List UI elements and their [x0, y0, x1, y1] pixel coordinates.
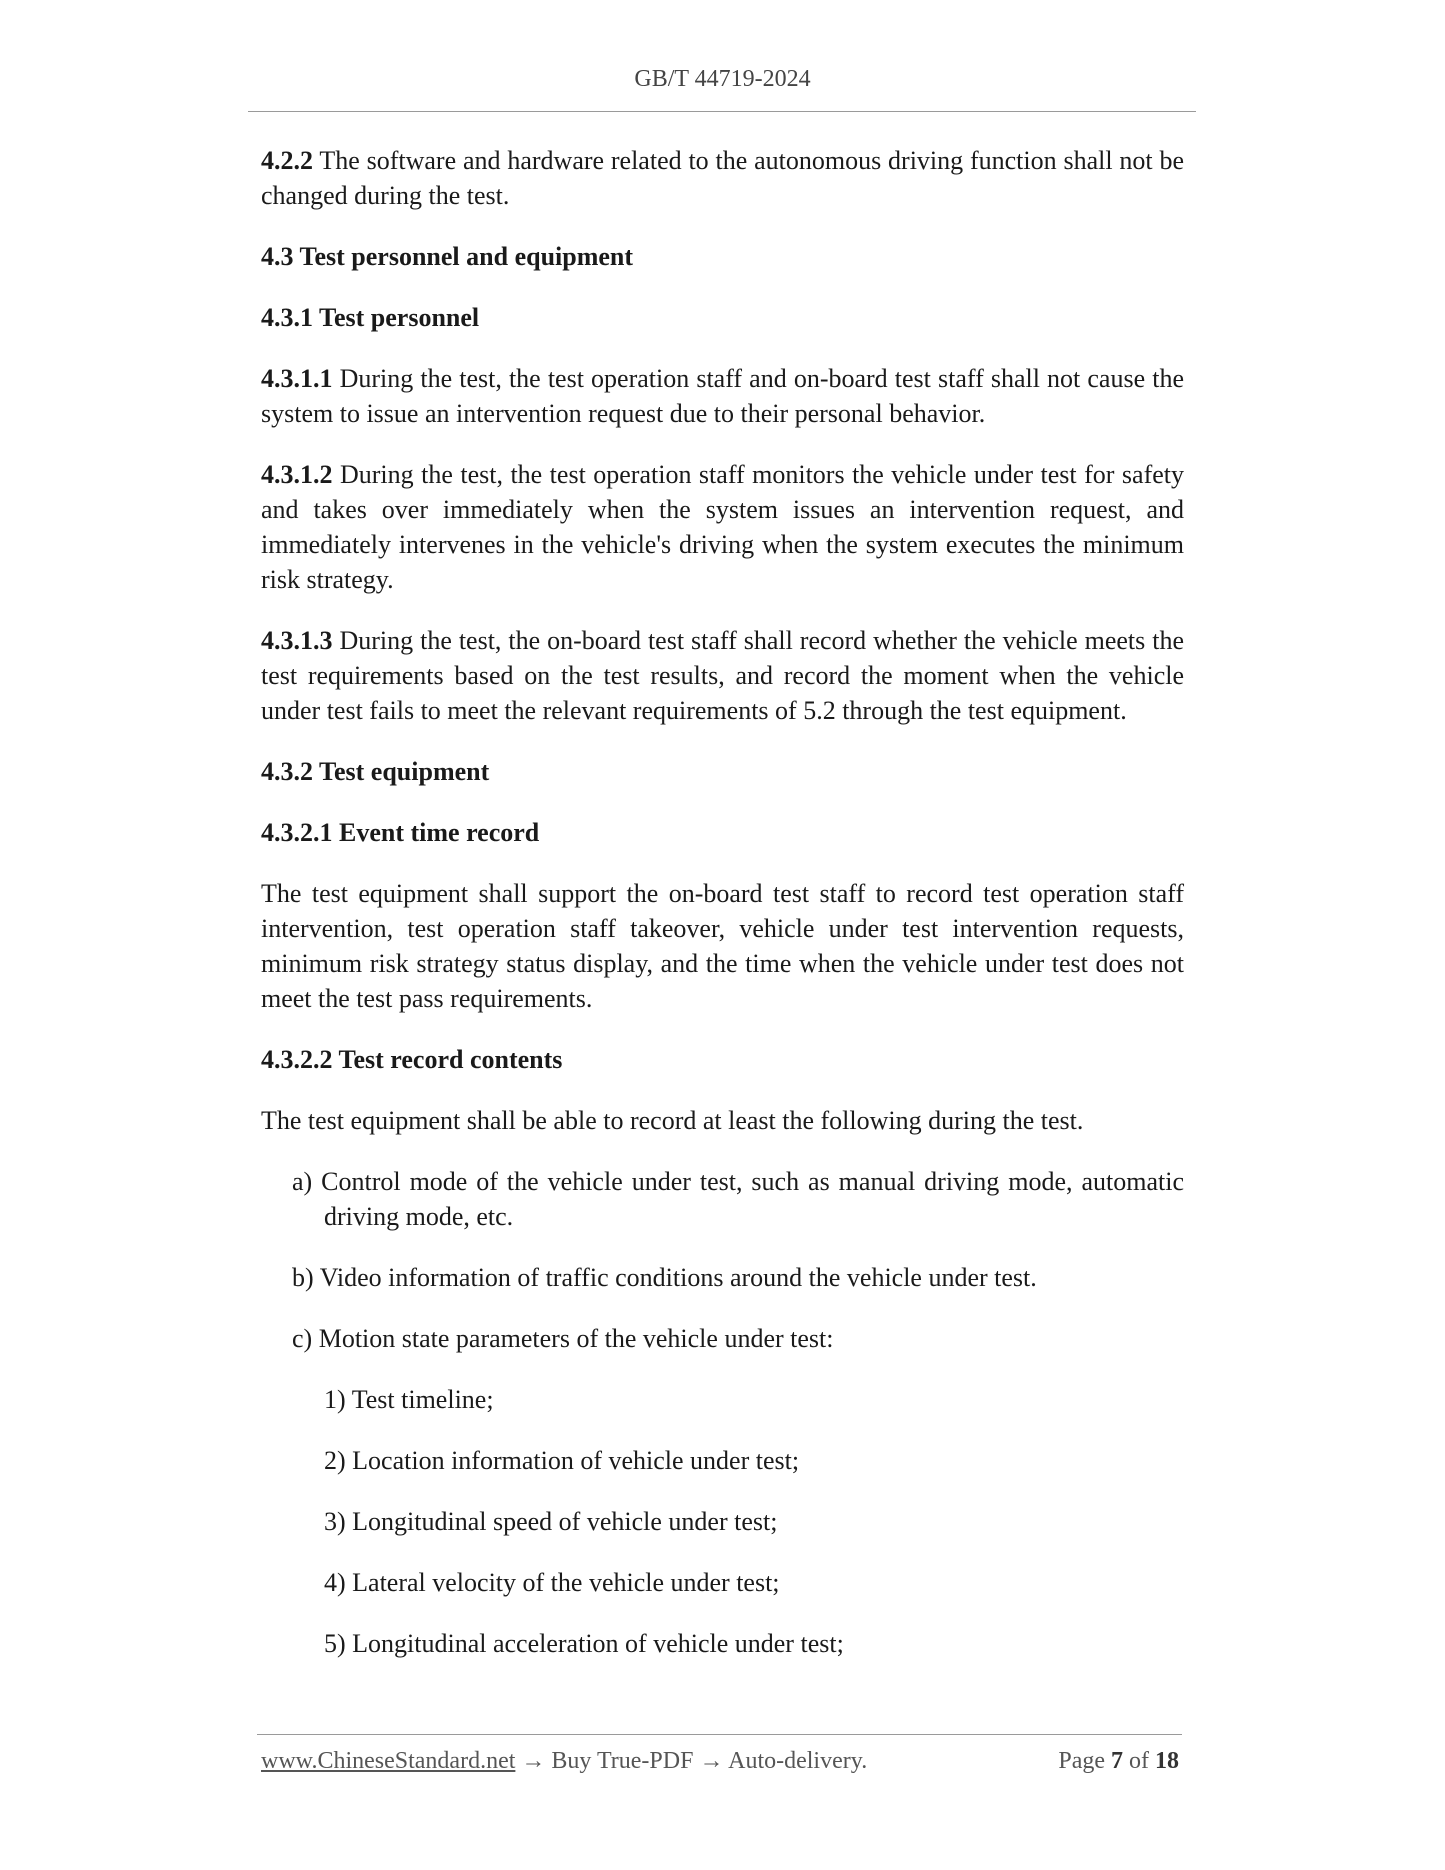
clause-text: During the test, the test operation staff monitors the vehicle under test for safety and takes over immediately when the system issues an intervention request, and immediately intervenes in the vehicle's driving when the system executes the minimum risk strategy. [261, 460, 1184, 594]
heading-4-3-1: 4.3.1 Test personnel [261, 303, 480, 332]
document-id-header: GB/T 44719-2024 [634, 66, 811, 92]
page-indicator [1058, 1748, 1179, 1775]
list-item-c-3: 3) Longitudinal speed of vehicle under test; [324, 1507, 778, 1536]
page-total: 18 [1155, 1748, 1179, 1774]
clause-4-3-1-2 [261, 457, 1184, 597]
list-item-c-2: 2) Location information of vehicle under test; [324, 1446, 800, 1475]
list-item-c-1: 1) Test timeline; [324, 1385, 494, 1414]
list-item-c: c) Motion state parameters of the vehicle under test: [292, 1324, 834, 1353]
clause-4-3-1-3 [261, 623, 1184, 728]
page-label: Page [1058, 1748, 1105, 1774]
event-time-record-text: The test equipment shall support the on-board test staff to record test operation staff intervention, test operation staff takeover, vehicle under test intervention requests, minimum risk strategy status display, and the time when the vehicle under test does not meet the test pass requirements. [261, 879, 1184, 1013]
page-footer [261, 1748, 1179, 1775]
clause-text: The software and hardware related to the autonomous driving function shall not be changed during the test. [261, 146, 1184, 210]
clause-4-3-1-1 [261, 361, 1184, 431]
clause-text: During the test, the on-board test staff shall record whether the vehicle meets the test requirements based on the test results, and record the moment when the vehicle under test fails to meet the relevant requirements of 5.2 through the test equipment. [261, 626, 1184, 725]
clause-number: 4.3.1.2 [261, 460, 333, 489]
list-item-b: b) Video information of traffic conditions around the vehicle under test. [292, 1263, 1037, 1292]
list-item-c-4: 4) Lateral velocity of the vehicle under test; [324, 1568, 780, 1597]
page-current: 7 [1111, 1748, 1123, 1774]
list-item-a: a) Control mode of the vehicle under test, such as manual driving mode, automatic driving mode, etc. [292, 1167, 1184, 1231]
header-divider [248, 111, 1196, 112]
list-item-c-5: 5) Longitudinal acceleration of vehicle under test; [324, 1629, 844, 1658]
footer-left [261, 1748, 867, 1775]
clause-number: 4.2.2 [261, 146, 313, 175]
footer-divider [257, 1734, 1182, 1735]
footer-promo-text: → Buy True-PDF → Auto-delivery. [515, 1748, 868, 1774]
clause-text: During the test, the test operation staff and on-board test staff shall not cause the system to issue an intervention request due to their personal behavior. [261, 364, 1184, 428]
website-link[interactable]: www.ChineseStandard.net [261, 1748, 516, 1774]
clause-number: 4.3.1.3 [261, 626, 333, 655]
heading-4-3-2-1: 4.3.2.1 Event time record [261, 818, 540, 847]
clause-number: 4.3.1.1 [261, 364, 333, 393]
record-contents-intro: The test equipment shall be able to record at least the following during the test. [261, 1106, 1084, 1135]
heading-4-3-2: 4.3.2 Test equipment [261, 757, 490, 786]
heading-4-3-2-2: 4.3.2.2 Test record contents [261, 1045, 563, 1074]
clause-4-2-2 [261, 143, 1184, 213]
heading-4-3: 4.3 Test personnel and equipment [261, 242, 634, 271]
page-content [261, 143, 1184, 1687]
page-of-label: of [1129, 1748, 1149, 1774]
